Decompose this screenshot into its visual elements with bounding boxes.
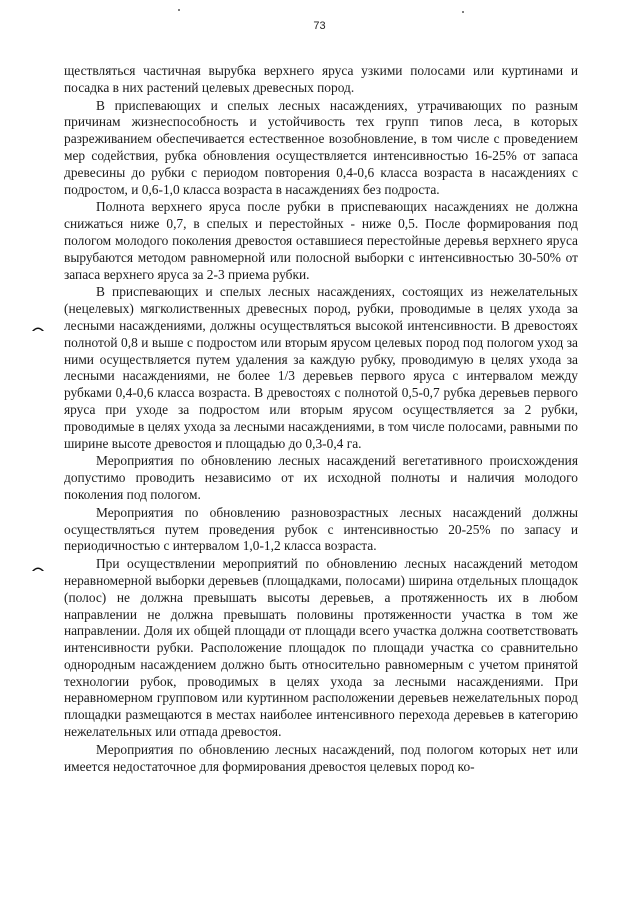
paragraph-1: ществляться частичная вырубка верхнего яруса узкими полосами или куртинами и посадка в них растений целевых древесных пород. xyxy=(64,63,578,95)
paragraph-4: В приспевающих и спелых лесных насаждениях, состоящих из нежелательных (нецелевых) мягколиственных древесных пород, рубки, проводимые в целях ухода за лесными насаждениями, должны осуществляться высокой интенсивности. В древостоях полнотой 0,8 и выше с подростом или вторым ярусом целевых пород под пологом уход за ними осуществляется путем удаления за каждую рубку, проводимую в целях ухода за лесными насаждениями, не более 1/3 деревьев первого яруса с интервалом между рубками 0,4-0,6 класса возраста. В древостоях с полнотой 0,5-0,7 рубка деревьев первого яруса при уходе за подростом или вторым ярусом осуществляется за 2 рубки, проводимые в целях ухода за лесными насаждениями, в том числе полосами, равными по ширине высоте древостоя и площадью до 0,3-0,4 га. xyxy=(64,284,578,451)
paragraph-5: Мероприятия по обновлению лесных насаждений вегетативного происхождения допустимо проводить независимо от их исходной полноты и наличия молодого поколения под пологом. xyxy=(64,453,578,502)
paragraph-6: Мероприятия по обновлению разновозрастных лесных насаждений должны осуществляться путем проведения рубок с интенсивностью 20-25% по запасу и периодичностью с интервалом 1,0-1,2 класса возраста. xyxy=(64,504,578,554)
page-number: 73 xyxy=(313,20,326,32)
scan-speck xyxy=(462,11,464,13)
paragraph-2: В приспевающих и спелых лесных насаждениях, утрачивающих по разным причинам жизнеспособность и устойчивость тех групп типов леса, в которых разреживанием обеспечивается естественное возобновление, в том числе с проведением мер содействия, рубка обновления осуществляется интенсивностью 16-25% от запаса древесины до рубки с периодом повторения 0,4-0,6 класса возраста в насаждениях с подростом, и 0,6-1,0 класса возраста в насаждениях без подроста. xyxy=(64,97,578,197)
paragraph-3: Полнота верхнего яруса после рубки в приспевающих насаждениях не должна снижаться ниже 0,7, в спелых и перестойных - ниже 0,5. После формирования под пологом молодого поколения древостоя оставшиеся перестойные деревья верхнего яруса вырубаются методом равномерной или полосной выборки с интенсивностью 30-50% от запаса верхнего яруса за 2-3 приема рубки. xyxy=(64,199,578,282)
document-body xyxy=(64,63,578,775)
paragraph-8: Мероприятия по обновлению лесных насаждений, под пологом которых нет или имеется недостаточное для формирования древостоя целевых пород ко- xyxy=(64,741,578,774)
binding-hole-mark-bottom xyxy=(32,565,44,572)
paragraph-7: При осуществлении мероприятий по обновлению лесных насаждений методом неравномерной выборки деревьев (площадками, полосами) ширина отдельных площадок (полос) не должна превышать высоты деревьев, а протяженность их в любом направлении не должна превышать половины протяженности участка в том же направлении. Доля их общей площади от площади всего участка должна соответствовать интенсивности рубки. Расположение площадок по площади участка со сравнительно однородным насаждением должно быть относительно равномерным с учетом принятой технологии рубок, проводимых в целях ухода за лесными насаждениями. При неравномерном групповом или куртинном расположении деревьев нежелательных пород площадки размещаются в местах наиболее интенсивного перехода деревьев в категорию нежелательных или отпада древостоя. xyxy=(64,556,578,740)
binding-hole-mark-top xyxy=(32,325,44,332)
scan-speck xyxy=(178,9,180,11)
